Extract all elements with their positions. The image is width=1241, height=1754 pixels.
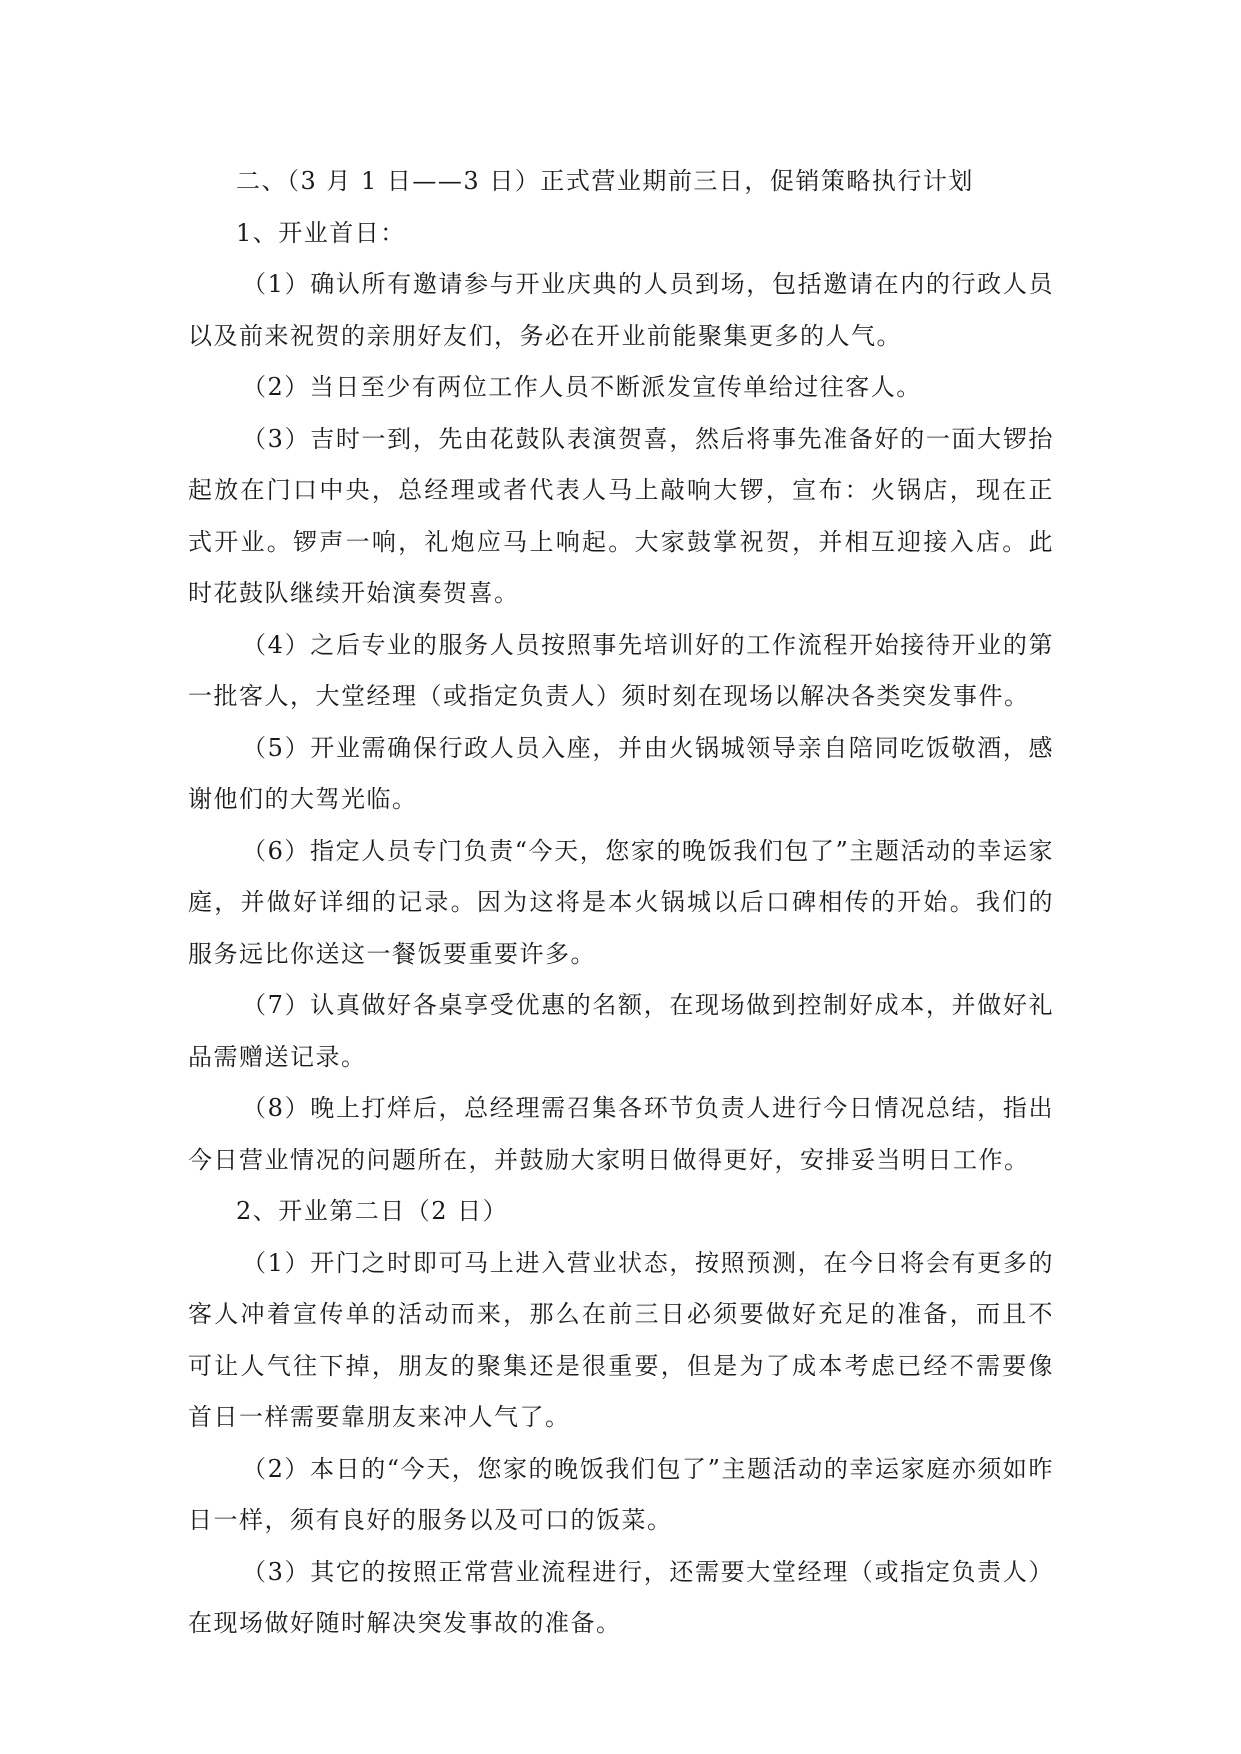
paragraph-item: （1）确认所有邀请参与开业庆典的人员到场，包括邀请在内的行政人员以及前来祝贺的亲朋好友们，务必在开业前能聚集更多的人气。 — [188, 270, 1054, 350]
document-body — [188, 156, 1054, 1650]
subheading-second-day: 2、开业第二日（2 日） — [236, 1197, 509, 1225]
paragraph-item: （2）当日至少有两位工作人员不断派发宣传单给过往客人。 — [242, 373, 922, 401]
paragraph-item: （8）晚上打烊后，总经理需召集各环节负责人进行今日情况总结，指出今日营业情况的问题所在，并鼓励大家明日做得更好，安排妥当明日工作。 — [188, 1094, 1054, 1174]
paragraph-item: （2）本日的“今天，您家的晚饭我们包了”主题活动的幸运家庭亦须如昨日一样，须有良好的服务以及可口的饭菜。 — [188, 1454, 1054, 1534]
paragraph-item: （3）其它的按照正常营业流程进行，还需要大堂经理（或指定负责人）在现场做好随时解决突发事故的准备。 — [188, 1557, 1054, 1637]
paragraph-item: （3）吉时一到，先由花鼓队表演贺喜，然后将事先准备好的一面大锣抬起放在门口中央，总经理或者代表人马上敲响大锣，宣布：火锅店，现在正式开业。锣声一响，礼炮应马上响起。大家鼓掌祝贺，并相互迎接入店。此时花鼓队继续开始演奏贺喜。 — [188, 424, 1054, 607]
section-heading: 二、（3 月 1 日——3 日）正式营业期前三日，促销策略执行计划 — [236, 167, 974, 195]
paragraph-item: （1）开门之时即可马上进入营业状态，按照预测，在今日将会有更多的客人冲着宣传单的活动而来，那么在前三日必须要做好充足的准备，而且不可让人气往下掉，朋友的聚集还是很重要，但是为了成本考虑已经不需要像首日一样需要靠朋友来冲人气了。 — [188, 1248, 1054, 1431]
paragraph-item: （5）开业需确保行政人员入座，并由火锅城领导亲自陪同吃饭敬酒，感谢他们的大驾光临。 — [188, 733, 1054, 813]
subheading-opening-day: 1、开业首日： — [236, 218, 406, 247]
paragraph-item: （7）认真做好各桌享受优惠的名额，在现场做到控制好成本，并做好礼品需赠送记录。 — [188, 991, 1054, 1071]
paragraph-item: （6）指定人员专门负责“今天，您家的晚饭我们包了”主题活动的幸运家庭，并做好详细的记录。因为这将是本火锅城以后口碑相传的开始。我们的服务远比你送这一餐饭要重要许多。 — [188, 836, 1054, 968]
paragraph-item: （4）之后专业的服务人员按照事先培训好的工作流程开始接待开业的第一批客人，大堂经理（或指定负责人）须时刻在现场以解决各类突发事件。 — [188, 630, 1054, 710]
